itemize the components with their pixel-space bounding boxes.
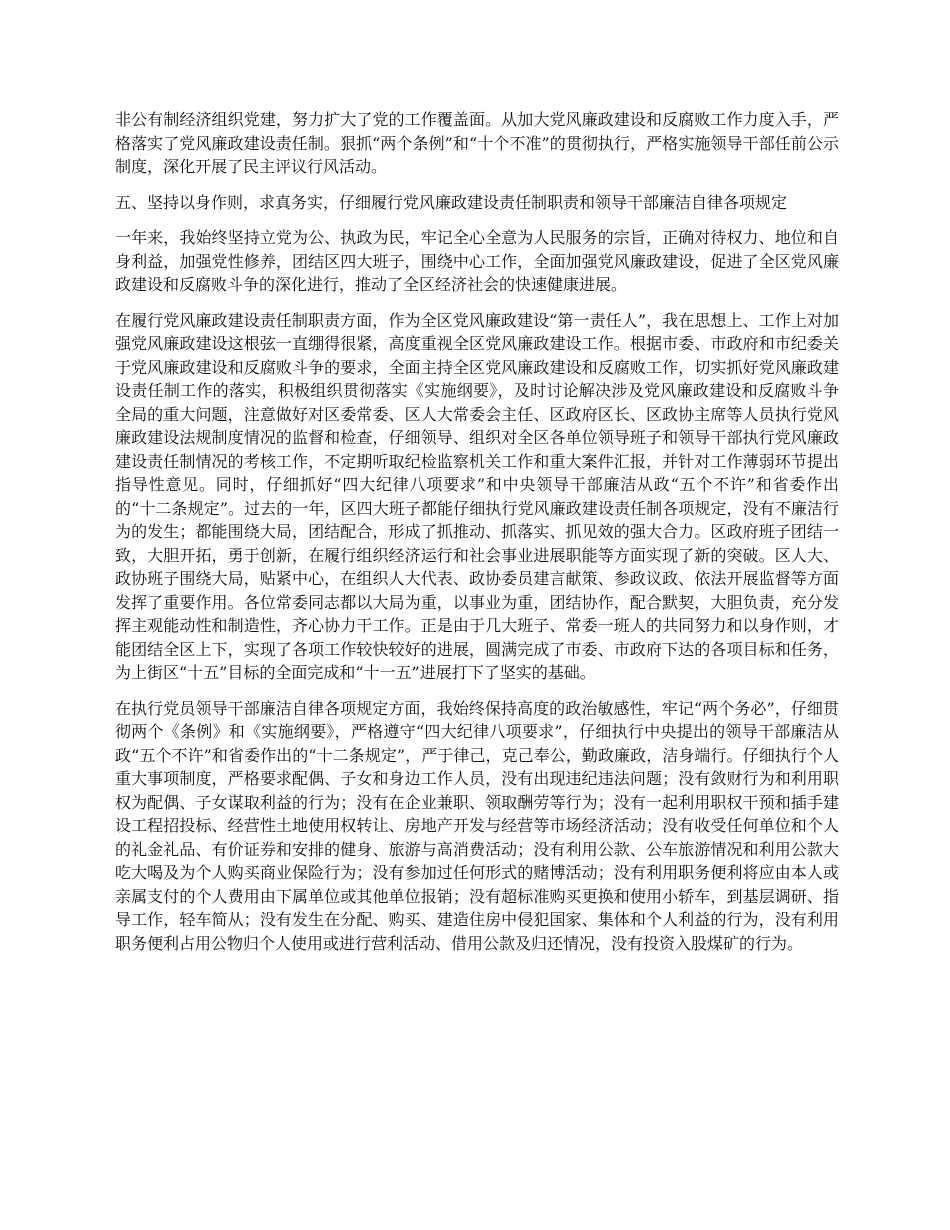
paragraph-self-discipline: 在执行党员领导干部廉洁自律各项规定方面，我始终保持高度的政治敏感性，牢记“两个务必”，仔细贯彻两个《条例》和《实施纲要》，严格遵守“四大纪律八项要求”，仔细执行中央提出的领导干部廉洁从政“五个不许”和省委作出的“十二条规定”，严于律己，克己奉公，勤政廉政，洁身端行。仔细执行个人重大事项制度，严格要求配偶、子女和身边工作人员，没有出现违纪违法问题；没有敛财行为和利用职权为配偶、子女谋取利益的行为；没有在企业兼职、领取酬劳等行为；没有一起利用职权干预和插手建设工程招投标、经营性土地使用权转让、房地产开发与经营等市场经济活动；没有收受任何单位和个人的礼金礼品、有价证券和安排的健身、旅游与高消费活动；没有利用公款、公车旅游情况和利用公款大吃大喝及为个人购买商业保险行为；没有参加过任何形式的赌博活动；没有利用职务便利将应由本人或亲属支付的个人费用由下属单位或其他单位报销；没有超标准购买更换和使用小轿车，到基层调研、指导工作，轻车简从；没有发生在分配、购买、建造住房中侵犯国家、集体和个人利益的行为，没有利用职务便利占用公物归个人使用或进行营利活动、借用公款及归还情况，没有投资入股煤矿的行为。 xyxy=(115,698,839,953)
paragraph-intro: 非公有制经济组织党建，努力扩大了党的工作覆盖面。从加大党风廉政建设和反腐败工作力度入手，严格落实了党风廉政建设责任制。狠抓“两个条例”和“十个不准”的贯彻执行，严格实施领导干部任前公示制度，深化开展了民主评议行风活动。 xyxy=(115,110,839,176)
paragraph-responsibility: 在履行党风廉政建设责任制职责方面，作为全区党风廉政建设“第一责任人”，我在思想上、工作上对加强党风廉政建设这根弦一直绷得很紧，高度重视全区党风廉政建设工作。根据市委、市政府和市纪委关于党风廉政建设和反腐败斗争的要求，全面主持全区党风廉政建设和反腐败工作，切实抓好党风廉政建设责任制工作的落实，积极组织贯彻落实《实施纲要》，及时讨论解决涉及党风廉政建设和反腐败斗争全局的重大问题，注意做好对区委常委、区人大常委会主任、区政府区长、区政协主席等人员执行党风廉政建设法规制度情况的监督和检查，仔细领导、组织对全区各单位领导班子和领导干部执行党风廉政建设责任制情况的考核工作，不定期听取纪检监察机关工作和重大案件汇报，并针对工作薄弱环节提出指导性意见。同时，仔细抓好“四大纪律八项要求”和中央领导干部廉洁从政“五个不许”和省委作出的“十二条规定”。过去的一年，区四大班子都能仔细执行党风廉政建设责任制各项规定，没有不廉洁行为的发生；都能围绕大局，团结配合，形成了抓推动、抓落实、抓见效的强大合力。区政府班子团结一致，大胆开拓，勇于创新，在履行组织经济运行和社会事业进展职能等方面实现了新的突破。区人大、政协班子围绕大局，贴紧中心，在组织人大代表、政协委员建言献策、参政议政、依法开展监督等方面发挥了重要作用。各位常委同志都以大局为重，以事业为重，团结协作，配合默契，大胆负责，充分发挥主观能动性和制造性，齐心协力干工作。正是由于几大班子、常委一班人的共同努力和以身作则，才能团结全区上下，实现了各项工作较快较好的进展，圆满完成了市委、市政府下达的各项目标和任务，为上街区“十五”目标的全面完成和“十一五”进展打下了坚实的基础。 xyxy=(115,310,839,682)
document-body xyxy=(115,108,839,967)
paragraph-overview: 一年来，我始终坚持立党为公、执政为民，牢记全心全意为人民服务的宗旨，正确对待权力、地位和自身利益，加强党性修养，团结区四大班子，围绕中心工作，全面加强党风廉政建设，促进了全区党风廉政建设和反腐败斗争的深化进行，推动了全区经济社会的快速健康进展。 xyxy=(115,228,839,294)
section-heading-five: 五、坚持以身作则，求真务实，仔细履行党风廉政建设责任制职责和领导干部廉洁自律各项规定 xyxy=(115,192,788,212)
